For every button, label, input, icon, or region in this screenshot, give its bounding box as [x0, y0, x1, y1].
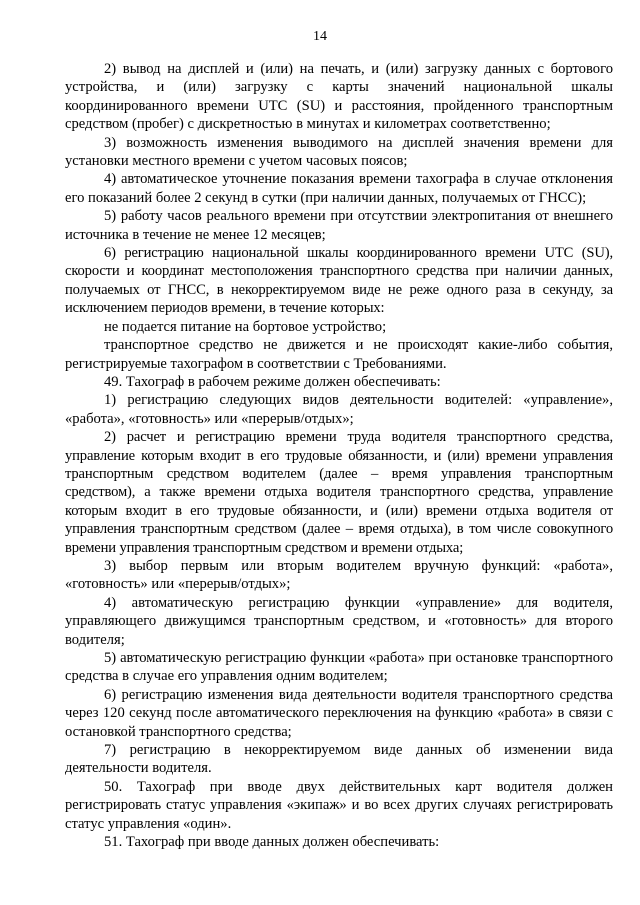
- paragraph: 51. Тахограф при вводе данных должен обеспечивать:: [104, 834, 440, 851]
- paragraph: 5) автоматическую регистрацию функции «работа» при остановке транспортного средства в случае его управления одним водителем;: [65, 650, 613, 685]
- page-number: 14: [313, 29, 327, 44]
- paragraph: не подается питание на бортовое устройство;: [104, 318, 387, 335]
- paragraph: 4) автоматическую регистрацию функции «управление» для водителя, управляющего движущимся транспортным средством, и «готовность» для второго водителя;: [65, 594, 613, 648]
- paragraph: 50. Тахограф при вводе двух действительных карт водителя должен регистрировать статус управления «экипаж» и во всех других случаях регистрировать статус управления «один».: [65, 778, 613, 832]
- paragraph: 5) работу часов реального времени при отсутствии электропитания от внешнего источника в течение не менее 12 месяцев;: [65, 208, 613, 243]
- paragraph: 2) расчет и регистрацию времени труда водителя транспортного средства, управление которым входит в его трудовые обязанности, и (или) времени управления транспортным средством водителем (далее – время управления транспортным средством), а также времени отдыха водителя транспортного средства, управление которым входит в его трудовые обязанности, и (или) времени отдыха водителя от управления транспортным средством (далее – время отдыха), в том числе совокупного времени управления транспортным средством и времени отдыха;: [65, 429, 613, 556]
- paragraph: 7) регистрацию в некорректируемом виде данных об изменении вида деятельности водителя.: [65, 742, 613, 777]
- paragraph: 3) выбор первым или вторым водителем вручную функций: «работа», «готовность» или «перерыв/отдых»;: [65, 557, 613, 593]
- paragraph: 1) регистрацию следующих видов деятельности водителей: «управление», «работа», «готовность» или «перерыв/отдых»;: [65, 392, 613, 427]
- paragraph: 2) вывод на дисплей и (или) на печать, и (или) загрузку данных с бортового устройства, и (или) загрузку с карты значений национальной шкалы координированного времени UTC (SU) и расстояния, пройденного транспортным средством (пробег) с дискретностью в минутах и километрах соответственно;: [65, 61, 613, 133]
- paragraph: 3) возможность изменения выводимого на дисплей значения времени для установки местного времени с учетом часовых поясов;: [65, 134, 613, 170]
- paragraph: 4) автоматическое уточнение показания времени тахографа в случае отклонения его показаний более 2 секунд в сутки (при наличии данных, получаемых от ГНСС);: [65, 171, 613, 206]
- paragraph: 49. Тахограф в рабочем режиме должен обеспечивать:: [104, 373, 441, 390]
- paragraph: 6) регистрацию национальной шкалы координированного времени UTC (SU), скорости и координат местоположения транспортного средства при наличии данных, получаемых от ГНСС, в некорректируемом виде не реже одного раза в секунду, за исключением периодов времени, в течение которых:: [65, 245, 613, 317]
- document-body: [65, 60, 613, 851]
- paragraph: 6) регистрацию изменения вида деятельности водителя транспортного средства через 120 секунд после автоматического переключения на функцию «работа» в связи с остановкой транспортного средства;: [65, 686, 613, 740]
- paragraph: транспортное средство не движется и не происходят какие-либо события, регистрируемые тахографом в соответствии с Требованиями.: [65, 337, 613, 372]
